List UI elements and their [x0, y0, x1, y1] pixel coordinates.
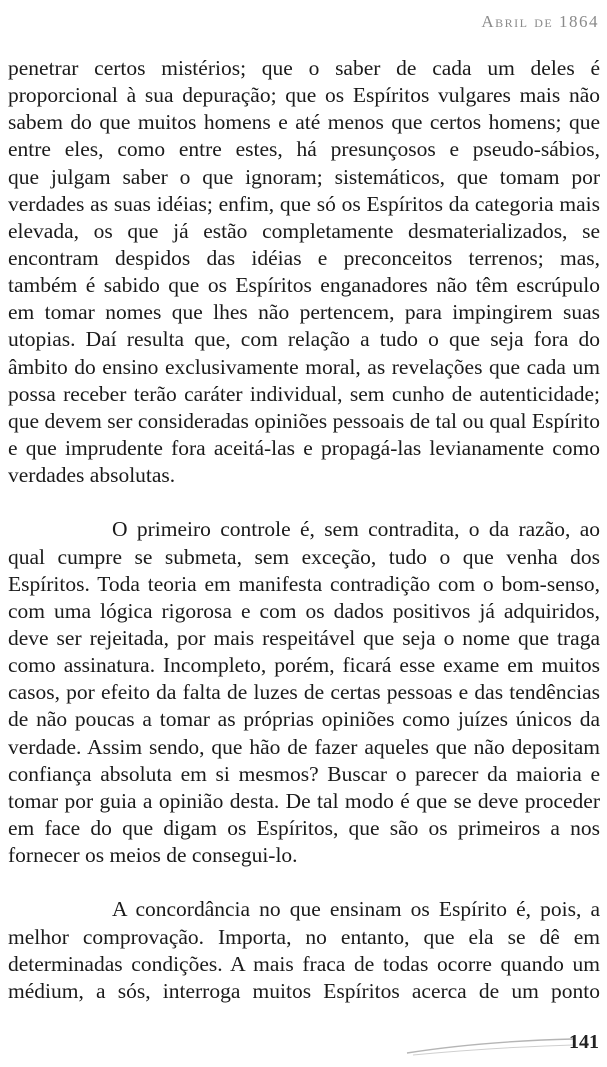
paragraph [8, 516, 600, 869]
text-line: verdade. Assim sendo, que hão de fazer aqueles que não depositam [8, 734, 600, 759]
running-head: Abril de 1864 [481, 12, 599, 31]
text-line: utopias. Daí resulta que, com relação a tudo o que seja fora do [8, 327, 600, 352]
text-line: proporcional à sua depuração; que os Espíritos vulgares mais não [8, 83, 600, 108]
text-line: âmbito do ensino exclusivamente moral, as revelações que cada um [8, 354, 600, 379]
paragraph-gap [8, 489, 600, 516]
text-line: Espíritos. Toda teoria em manifesta contradição com o bom-senso, [8, 571, 600, 596]
text-line: entre eles, como entre estes, há presunçosos e pseudo-sábios, [8, 137, 600, 162]
text-line: casos, por efeito da falta de luzes de certas pessoas e das tendências [8, 680, 600, 705]
text-line: com uma lógica rigorosa e com os dados positivos já adquiridos, [8, 598, 600, 623]
text-line: confiança absoluta em si mesmos? Buscar o parecer da maioria e [8, 761, 600, 786]
text-line: que devem ser consideradas opiniões pessoais de tal ou qual Espírito [8, 408, 600, 433]
text-line: encontram despidos das idéias e preconceitos terrenos; mas, [8, 245, 600, 270]
text-line: tomar por guia a opinião desta. De tal modo é que se deve proceder [8, 788, 600, 813]
text-line: possa receber terão caráter individual, sem cunho de autenticidade; [8, 381, 600, 406]
text-line: penetrar certos mistérios; que o saber de cada um deles é [8, 56, 600, 80]
text-line: como assinatura. Incompleto, porém, ficará esse exame em muitos [8, 653, 600, 678]
text-line: em face do que digam os Espíritos, que são os primeiros a nos [8, 815, 600, 840]
paragraph [8, 55, 600, 489]
text-line: qual cumpre se submeta, sem exceção, tudo o que venha dos [8, 544, 600, 569]
text-line: em tomar nomes que lhes não pertencem, para impingirem suas [8, 300, 600, 325]
page-number: 141 [569, 1031, 599, 1053]
text-line: que julgam saber o que ignoram; sistemáticos, que tomam por [8, 164, 600, 189]
text-line: melhor comprovação. Importa, no entanto, que ela se dê em [8, 924, 600, 949]
text-line: deve ser rejeitada, por mais respeitável que seja o nome que traga [8, 625, 600, 650]
text-line: sabem do que muitos homens e até menos que certos homens; que [8, 110, 600, 135]
text-line: elevada, os que já estão completamente desmaterializados, se [8, 218, 600, 243]
text-line: verdades absolutas. [8, 463, 176, 488]
text-line: médium, a sós, interroga muitos Espíritos acerca de um ponto [8, 978, 600, 1003]
body-text [8, 55, 600, 1005]
text-line: também é sabido que os Espíritos enganadores não têm escrúpulo [8, 273, 600, 298]
text-line: fornecer os meios de consegui-lo. [8, 843, 298, 868]
text-line: de não poucas a tomar as próprias opiniões como juízes únicos da [8, 707, 600, 732]
text-line: O primeiro controle é, sem contradita, o da razão, ao [112, 517, 600, 542]
text-line: A concordância no que ensinam os Espírito é, pois, a [112, 897, 600, 922]
text-line: e que imprudente fora aceitá-las e propagá-las levianamente como [8, 435, 600, 460]
text-line: determinadas condições. A mais fraca de todas ocorre quando um [8, 951, 600, 976]
decorative-swash-icon [405, 1035, 575, 1059]
paragraph [8, 896, 600, 1005]
paragraph-gap [8, 869, 600, 896]
text-line: verdades as suas idéias; enfim, que só os Espíritos da categoria mais [8, 191, 600, 216]
